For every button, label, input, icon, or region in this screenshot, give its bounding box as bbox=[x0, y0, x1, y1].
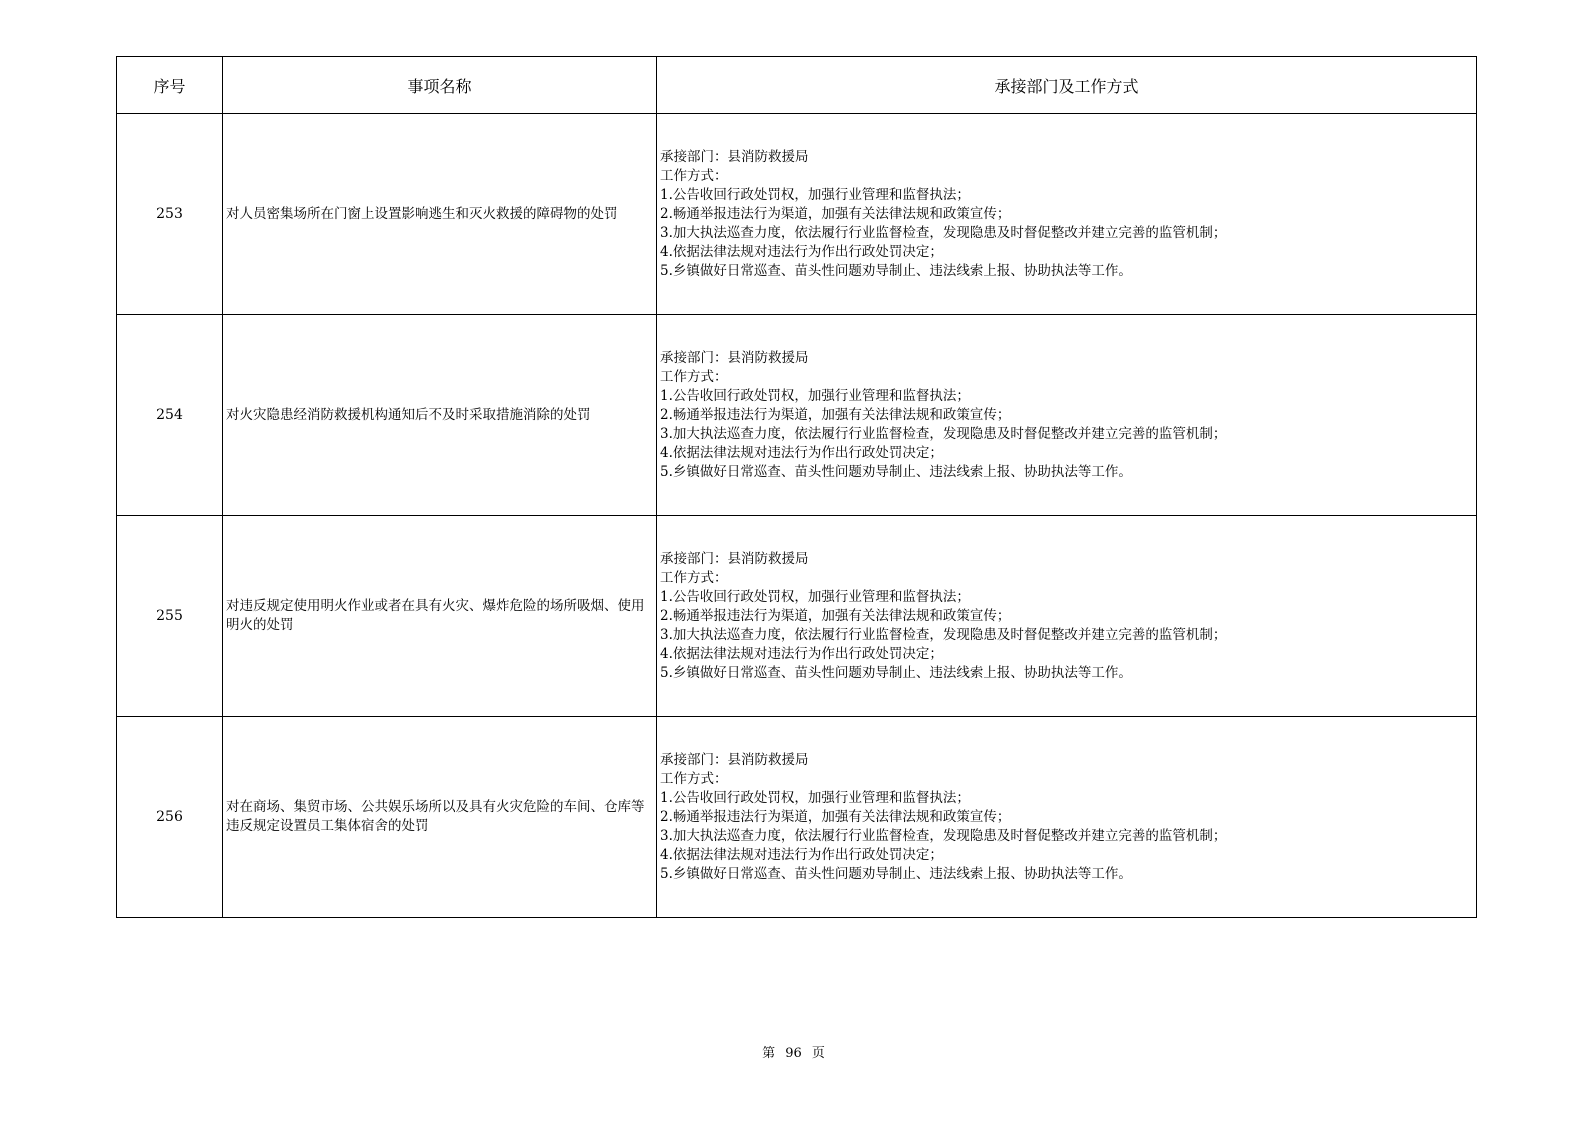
department-line: 承接部门：县消防救援局 bbox=[660, 751, 809, 768]
row-department-method bbox=[657, 315, 1477, 516]
method-item: 4.依据法律法规对违法行为作出行政处罚决定； bbox=[660, 444, 943, 461]
department-line: 承接部门：县消防救援局 bbox=[660, 550, 809, 567]
row-serial-number: 255 bbox=[117, 516, 223, 717]
row-serial-number: 256 bbox=[117, 717, 223, 918]
method-item: 4.依据法律法规对违法行为作出行政处罚决定； bbox=[660, 645, 943, 662]
table-row bbox=[117, 114, 1477, 315]
table-row bbox=[117, 315, 1477, 516]
row-matter-name: 对违反规定使用明火作业或者在具有火灾、爆炸危险的场所吸烟、使用明火的处罚 bbox=[223, 516, 657, 717]
method-item: 4.依据法律法规对违法行为作出行政处罚决定； bbox=[660, 243, 943, 260]
method-item: 3.加大执法巡查力度，依法履行行业监督检查，发现隐患及时督促整改并建立完善的监管机制； bbox=[660, 827, 1227, 844]
method-heading: 工作方式： bbox=[660, 770, 728, 787]
table-row bbox=[117, 717, 1477, 918]
method-item: 1.公告收回行政处罚权，加强行业管理和监督执法； bbox=[660, 186, 970, 203]
method-item: 2.畅通举报违法行为渠道，加强有关法律法规和政策宣传； bbox=[660, 205, 1011, 222]
method-heading: 工作方式： bbox=[660, 569, 728, 586]
department-line: 承接部门：县消防救援局 bbox=[660, 148, 809, 165]
method-item: 3.加大执法巡查力度，依法履行行业监督检查，发现隐患及时督促整改并建立完善的监管机制； bbox=[660, 224, 1227, 241]
row-serial-number: 253 bbox=[117, 114, 223, 315]
method-item: 1.公告收回行政处罚权，加强行业管理和监督执法； bbox=[660, 387, 970, 404]
row-department-method bbox=[657, 516, 1477, 717]
department-line: 承接部门：县消防救援局 bbox=[660, 349, 809, 366]
method-item: 5.乡镇做好日常巡查、苗头性问题劝导制止、违法线索上报、协助执法等工作。 bbox=[660, 664, 1132, 681]
method-item: 2.畅通举报违法行为渠道，加强有关法律法规和政策宣传； bbox=[660, 607, 1011, 624]
method-item: 2.畅通举报违法行为渠道，加强有关法律法规和政策宣传； bbox=[660, 808, 1011, 825]
row-matter-name: 对人员密集场所在门窗上设置影响逃生和灭火救援的障碍物的处罚 bbox=[223, 114, 657, 315]
method-item: 5.乡镇做好日常巡查、苗头性问题劝导制止、违法线索上报、协助执法等工作。 bbox=[660, 463, 1132, 480]
method-item: 2.畅通举报违法行为渠道，加强有关法律法规和政策宣传； bbox=[660, 406, 1011, 423]
method-heading: 工作方式： bbox=[660, 167, 728, 184]
table-header-row bbox=[117, 57, 1477, 114]
method-item: 5.乡镇做好日常巡查、苗头性问题劝导制止、违法线索上报、协助执法等工作。 bbox=[660, 865, 1132, 882]
method-item: 5.乡镇做好日常巡查、苗头性问题劝导制止、违法线索上报、协助执法等工作。 bbox=[660, 262, 1132, 279]
method-heading: 工作方式： bbox=[660, 368, 728, 385]
matters-table bbox=[116, 56, 1477, 918]
header-matter-name: 事项名称 bbox=[223, 57, 657, 114]
row-serial-number: 254 bbox=[117, 315, 223, 516]
header-department-and-method: 承接部门及工作方式 bbox=[657, 57, 1477, 114]
row-department-method bbox=[657, 114, 1477, 315]
page-number: 第 96 页 bbox=[762, 1046, 825, 1061]
row-department-method bbox=[657, 717, 1477, 918]
row-matter-name: 对火灾隐患经消防救援机构通知后不及时采取措施消除的处罚 bbox=[223, 315, 657, 516]
table-row bbox=[117, 516, 1477, 717]
method-item: 3.加大执法巡查力度，依法履行行业监督检查，发现隐患及时督促整改并建立完善的监管机制； bbox=[660, 626, 1227, 643]
row-matter-name: 对在商场、集贸市场、公共娱乐场所以及具有火灾危险的车间、仓库等违反规定设置员工集体宿舍的处罚 bbox=[223, 717, 657, 918]
method-item: 4.依据法律法规对违法行为作出行政处罚决定； bbox=[660, 846, 943, 863]
method-item: 1.公告收回行政处罚权，加强行业管理和监督执法； bbox=[660, 588, 970, 605]
method-item: 1.公告收回行政处罚权，加强行业管理和监督执法； bbox=[660, 789, 970, 806]
header-serial-number: 序号 bbox=[117, 57, 223, 114]
method-item: 3.加大执法巡查力度，依法履行行业监督检查，发现隐患及时督促整改并建立完善的监管机制； bbox=[660, 425, 1227, 442]
